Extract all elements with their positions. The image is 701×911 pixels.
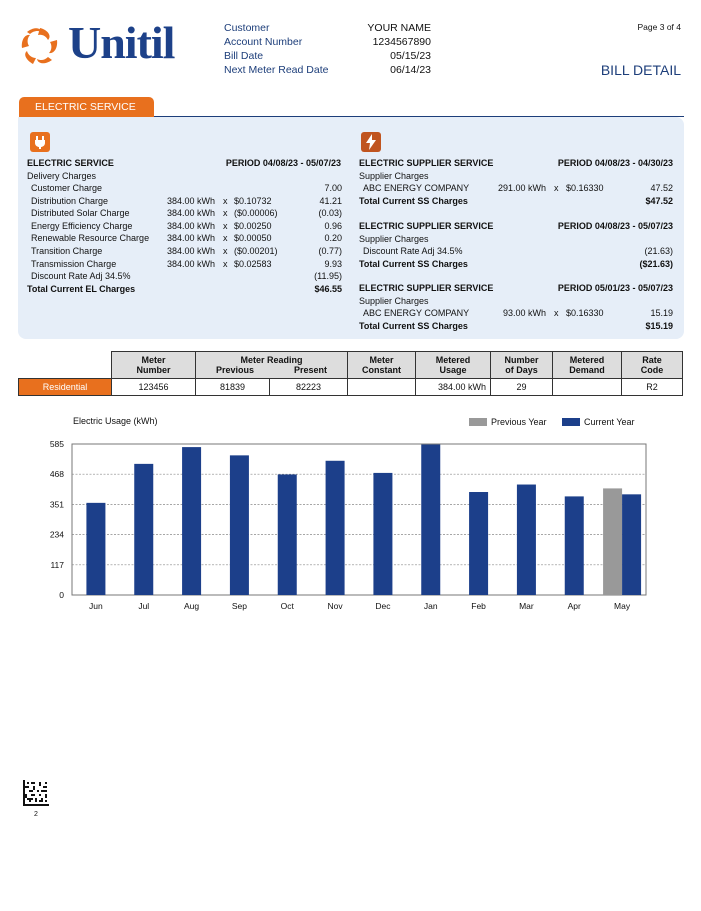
meter-row — [19, 379, 683, 396]
plot-area — [72, 444, 646, 595]
charge-row-label: Discount Rate Adj 34.5% — [31, 271, 131, 282]
next-read-date-value: 06/14/23 — [390, 64, 431, 76]
x-tick-label: Jan — [423, 601, 438, 611]
legend-previous-swatch — [469, 418, 487, 426]
header-line: Usage — [439, 365, 467, 375]
charge-row-rate: ($0.00201) — [234, 246, 278, 256]
header-line: Demand — [569, 365, 605, 375]
bar-current-year — [326, 461, 345, 595]
meter-table-wrap — [18, 351, 683, 396]
previous-header: Previous — [215, 365, 255, 375]
brand-name: Unitil — [68, 17, 175, 68]
x-tick-label: Aug — [184, 601, 200, 611]
sun-swirl-icon — [18, 24, 62, 68]
delivery-charges-label: Delivery Charges — [27, 171, 97, 181]
left-section-title: ELECTRIC SERVICE — [27, 158, 114, 168]
header-line: Constant — [362, 365, 401, 375]
plug-icon — [30, 132, 50, 152]
x-tick-label: May — [614, 601, 631, 611]
legend-previous-label: Previous Year — [491, 417, 547, 427]
charge-row-qty: 384.00 kWh — [167, 220, 216, 231]
x-tick-label: Jul — [138, 601, 150, 611]
x-tick-label: Dec — [375, 601, 391, 611]
meter-number-header — [112, 352, 196, 379]
bar-current-year — [469, 492, 488, 595]
supplier-row-label: ABC ENERGY COMPANY — [363, 183, 470, 193]
supplier-total-value: $15.19 — [645, 321, 673, 331]
charge-row-qty: 384.00 kWh — [167, 233, 216, 244]
x-tick-label: Oct — [280, 601, 294, 611]
supplier-total-label: Total Current SS Charges — [359, 259, 468, 269]
chart-title: Electric Usage (kWh) — [73, 416, 158, 426]
legend-current-swatch — [562, 418, 580, 426]
charge-row-x: x — [223, 195, 228, 206]
charge-row-label: Transmission Charge — [31, 258, 117, 269]
x-tick-label: Sep — [231, 601, 247, 611]
charge-row-amount: 0.20 — [324, 233, 342, 244]
meter-reading-title: Meter Reading — [240, 355, 303, 365]
supplier-row-rate: $0.16330 — [566, 308, 604, 318]
supplier-row-qty: 93.00 kWh — [503, 308, 547, 318]
bar-current-year — [517, 485, 536, 595]
charge-row-x: x — [223, 233, 228, 244]
bar-previous-year — [603, 488, 622, 595]
charge-row-amount: 41.21 — [319, 195, 342, 206]
supplier-row-amount: 47.52 — [650, 183, 673, 193]
charge-row-rate: $0.00250 — [234, 220, 272, 231]
meter-number-cell: 123456 — [112, 379, 196, 396]
bill-date-value: 05/15/23 — [390, 50, 431, 62]
x-tick-label: Nov — [327, 601, 343, 611]
header-line: Rate — [642, 355, 662, 365]
supplier-row-amount: 15.19 — [650, 308, 673, 318]
customer-value: YOUR NAME — [367, 22, 431, 34]
supplier-section-title: ELECTRIC SUPPLIER SERVICE — [359, 158, 494, 168]
left-total-label: Total Current EL Charges — [27, 284, 136, 294]
meter-table — [18, 351, 683, 396]
charge-row-x: x — [223, 220, 228, 231]
supplier-charges-label: Supplier Charges — [359, 171, 429, 181]
supplier-section-title: ELECTRIC SUPPLIER SERVICE — [359, 283, 494, 293]
supplier-section-period: PERIOD 05/01/23 - 05/07/23 — [557, 283, 673, 293]
supplier-row-x: x — [554, 308, 559, 318]
footer-page-number: 2 — [34, 811, 38, 818]
header-line: Meter — [369, 355, 394, 365]
supplier-section-title: ELECTRIC SUPPLIER SERVICE — [359, 221, 494, 231]
charge-row-label: Transition Charge — [31, 246, 103, 256]
meter-type-cell: Residential — [19, 379, 112, 396]
charge-row-amount: 9.93 — [324, 258, 342, 269]
bar-current-year — [421, 445, 440, 595]
charge-row-amount: (0.77) — [318, 246, 342, 256]
present-header: Present — [293, 365, 328, 375]
bar-current-year — [86, 503, 105, 595]
charge-row-x: x — [223, 208, 228, 219]
meter-constant-cell — [348, 379, 416, 396]
rate-code-cell: R2 — [622, 379, 683, 396]
metered-demand-header — [553, 352, 622, 379]
previous-reading-cell: 81839 — [196, 379, 270, 396]
left-section-period: PERIOD 04/08/23 - 05/07/23 — [225, 158, 341, 168]
charge-row-amount: 0.96 — [324, 220, 342, 231]
header-line: Number — [136, 365, 171, 375]
electric-service-tab: ELECTRIC SERVICE — [19, 97, 154, 117]
customer-label: Customer — [224, 22, 270, 34]
charge-row-rate: $0.10732 — [234, 195, 272, 206]
charge-row-rate: $0.02583 — [234, 258, 272, 269]
bar-current-year — [373, 473, 392, 595]
account-number-value: 1234567890 — [372, 36, 431, 48]
meter-constant-header — [348, 352, 416, 379]
charge-row-amount: (0.03) — [318, 208, 342, 219]
charge-row-rate: $0.00050 — [234, 233, 272, 244]
days-header — [491, 352, 553, 379]
header-line: Metered — [435, 355, 471, 365]
charge-row-amount: 7.00 — [324, 183, 342, 193]
bar-current-year — [182, 447, 201, 595]
x-tick-label: Mar — [519, 601, 534, 611]
charge-row-x: x — [223, 246, 228, 256]
legend-current-label: Current Year — [584, 417, 635, 427]
charge-row-label: Customer Charge — [31, 183, 103, 193]
barcode-icon — [23, 780, 49, 806]
account-number-label: Account Number — [224, 36, 303, 48]
y-tick-label: 234 — [49, 529, 64, 540]
charge-row-qty: 384.00 kWh — [167, 258, 216, 269]
supplier-total-value: ($21.63) — [639, 259, 673, 269]
charge-row-rate: ($0.00006) — [234, 208, 278, 219]
bar-current-year — [134, 464, 153, 595]
header-line: Meter — [141, 355, 166, 365]
bill-date-label: Bill Date — [224, 50, 264, 62]
header-line: Code — [640, 365, 664, 375]
charge-row-label: Distribution Charge — [31, 195, 109, 206]
bar-current-year — [278, 474, 297, 595]
x-tick-label: Jun — [89, 601, 103, 611]
bar-current-year — [230, 455, 249, 595]
x-tick-label: Feb — [471, 601, 486, 611]
supplier-charges-label: Supplier Charges — [359, 296, 429, 306]
charge-row-qty: 384.00 kWh — [167, 246, 216, 256]
supplier-total-label: Total Current SS Charges — [359, 196, 468, 206]
supplier-row-rate: $0.16330 — [566, 183, 604, 193]
charge-row-label: Distributed Solar Charge — [31, 208, 130, 219]
charge-row-qty: 384.00 kWh — [167, 208, 216, 219]
page-indicator: Page 3 of 4 — [637, 22, 681, 32]
supplier-section-period: PERIOD 04/08/23 - 04/30/23 — [557, 158, 673, 168]
supplier-row-amount: (21.63) — [644, 246, 673, 256]
header-line: Number — [504, 355, 539, 365]
metered-usage-cell: 384.00 kWh — [416, 379, 491, 396]
bar-current-year — [565, 496, 584, 595]
supplier-row-qty: 291.00 kWh — [498, 183, 547, 193]
header-line: of Days — [505, 365, 538, 375]
x-tick-label: Apr — [567, 601, 581, 611]
supplier-charges-label: Supplier Charges — [359, 234, 429, 244]
y-tick-label: 468 — [49, 469, 64, 480]
supplier-row-label: ABC ENERGY COMPANY — [363, 308, 470, 318]
left-total-value: $46.55 — [314, 284, 342, 294]
charge-row-label: Energy Efficiency Charge — [31, 220, 133, 231]
bill-detail-title: BILL DETAIL — [600, 62, 681, 78]
bar-current-year — [622, 494, 641, 595]
meter-reading-header — [196, 352, 348, 379]
metered-demand-cell — [553, 379, 622, 396]
days-cell: 29 — [491, 379, 553, 396]
charge-row-label: Renewable Resource Charge — [31, 233, 150, 244]
charge-row-qty: 384.00 kWh — [167, 195, 216, 206]
y-tick-label: 351 — [49, 499, 64, 510]
brand-logo — [18, 17, 178, 72]
lightning-icon — [361, 132, 381, 152]
y-tick-label: 585 — [49, 439, 64, 449]
supplier-row-label: Discount Rate Adj 34.5% — [363, 246, 463, 256]
supplier-total-label: Total Current SS Charges — [359, 321, 468, 331]
usage-chart — [0, 430, 701, 620]
supplier-row-x: x — [554, 183, 559, 193]
y-tick-label: 0 — [59, 590, 64, 600]
header-line: Metered — [569, 355, 605, 365]
supplier-section-period: PERIOD 04/08/23 - 05/07/23 — [557, 221, 673, 231]
charge-row-x: x — [223, 258, 228, 269]
rate-code-header — [622, 352, 683, 379]
next-read-date-label: Next Meter Read Date — [224, 64, 329, 76]
present-reading-cell: 82223 — [270, 379, 348, 396]
charge-row-amount: (11.95) — [314, 271, 342, 282]
supplier-total-value: $47.52 — [645, 196, 673, 206]
metered-usage-header — [416, 352, 491, 379]
y-tick-label: 117 — [50, 559, 64, 570]
